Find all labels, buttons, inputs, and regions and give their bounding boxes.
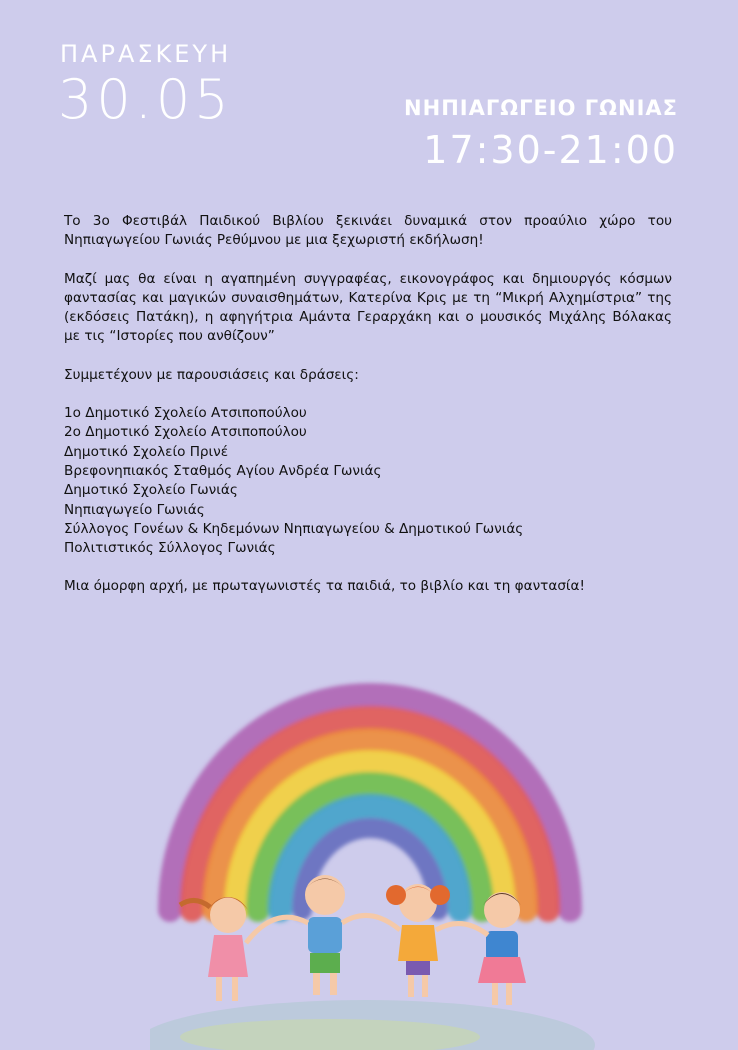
child-4 (478, 892, 526, 1005)
child-3 (386, 884, 450, 997)
intro-paragraph: Το 3ο Φεστιβάλ Παιδικού Βιβλίου ξεκινάει δυναμικά στον προαύλιο χώρο του Νηπιαγωγείου Γωνιάς Ρεθύμνου με μια ξεχωριστή εκδήλωση! (64, 213, 672, 249)
participant-item: Βρεφονηπιακός Σταθμός Αγίου Ανδρέα Γωνιάς (64, 462, 382, 479)
event-day: ΠΑΡΑΣΚΕΥΗ (60, 40, 232, 68)
participant-item: Δημοτικό Σχολείο Γωνιάς (64, 482, 238, 499)
guests-paragraph: Μαζί μας θα είναι η αγαπημένη συγγραφέας, εικονογράφος και δημιουργός κόσμων φαντασίας και μαγικών συναισθημάτων, Κατερίνα Κρις με τη “Μικρή Αλχημίστρια” της (εκδόσεις Πατάκη), η αφηγήτρια Αμάντα Γεραρχάκη και ο μουσικός Μιχάλης Βόλακας με τις “Ιστορίες που ανθίζουν” (64, 270, 672, 345)
participant-item: 2ο Δημοτικό Σχολείο Ατσιποπούλου (64, 424, 307, 441)
closing-line: Μια όμορφη αρχή, με πρωταγωνιστές τα παιδιά, το βιβλίο και τη φαντασία! (64, 578, 585, 595)
participant-item: Δημοτικό Σχολείο Πρινέ (64, 443, 229, 460)
participant-item: 1ο Δημοτικό Σχολείο Ατσιποπούλου (64, 405, 307, 422)
participant-item: Σύλλογος Γονέων & Κηδεμόνων Νηπιαγωγείου & Δημοτικού Γωνιάς (64, 520, 524, 537)
event-description (64, 212, 672, 616)
event-date: 30.05 (58, 68, 233, 131)
participants-list (64, 404, 672, 558)
participant-item: Πολιτιστικός Σύλλογος Γωνιάς (64, 540, 276, 557)
rainbow (170, 695, 570, 910)
participant-item: Νηπιαγωγείο Γωνιάς (64, 501, 205, 518)
child-2 (304, 875, 346, 995)
event-venue: ΝΗΠΙΑΓΩΓΕΙΟ ΓΩΝΙΑΣ (404, 96, 678, 120)
event-hours: 17:30-21:00 (423, 128, 678, 172)
participants-heading: Συμμετέχουν με παρουσιάσεις και δράσεις: (64, 366, 359, 383)
rainbow-children-illustration (150, 605, 610, 1050)
